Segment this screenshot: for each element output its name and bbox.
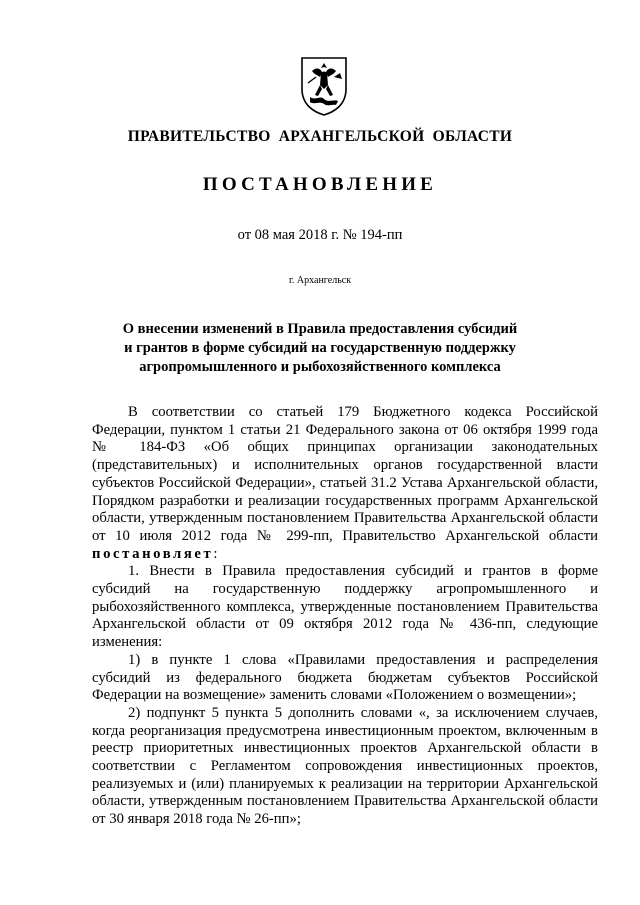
subitem-paragraph: 2) подпункт 5 пункта 5 дополнить словами «, за исключением случаев, когда реорганизация предусмотрена инвестиционным проектом, включенным в реестр приоритетных инвестиционных проектов Архангельской области в соответствии с Регламентом сопровождения инвестиционных проектов, реализуемых и (или) планируемых к реализации на территории Архангельской области, утвержденным постановлением Правительства Архангельской области от 30 января 2018 года № 26-пп»;	[92, 704, 598, 828]
document-type: ПОСТАНОВЛЕНИЕ	[202, 174, 438, 195]
subject-line: агропромышленного и рыбохозяйственного комплекса	[139, 359, 501, 375]
document-city: г. Архангельск	[288, 275, 352, 286]
decree-word: постановляет	[92, 545, 214, 562]
preamble-text: В соответствии со статьей 179 Бюджетного кодекса Российской Федерации, пунктом 1 статьи 21 Федерального закона от 06 октября 1999 года № 184-ФЗ «Об общих принципах организации законодательных (представительных) и исполнительных органов государственной власти субъектов Российской Федерации», статьей 31.2 Устава Архангельской области, Порядком разработки и реализации государственных программ Архангельской области, утвержденным постановлением Правительства Архангельской области от 10 июля 2012 года № 299-пп, Правительство Архангельской области	[92, 404, 598, 544]
subject-line: и грантов в форме субсидий на государственную поддержку	[124, 340, 516, 356]
document-body	[92, 404, 598, 829]
coat-of-arms-icon	[298, 55, 350, 117]
subitem-paragraph: 1) в пункте 1 слова «Правилами предоставления и распределения субсидий из федерального бюджета бюджетам субъектов Российской Федерации на возмещение» заменить словами «Положением о возмещении»;	[92, 651, 598, 704]
government-name: ПРАВИТЕЛЬСТВО АРХАНГЕЛЬСКОЙ ОБЛАСТИ	[127, 128, 513, 145]
document-date-number: от 08 мая 2018 г. № 194-пп	[237, 227, 403, 243]
subject-line: О внесении изменений в Правила предоставления субсидий	[122, 321, 518, 337]
document-subject	[110, 320, 530, 377]
item-paragraph: 1. Внести в Правила предоставления субсидий и грантов в форме субсидий на государственную поддержку агропромышленного и рыбохозяйственного комплекса, утвержденные постановлением Правительства Архангельской области от 09 октября 2012 года № 436-пп, следующие изменения:	[92, 563, 598, 651]
decree-punctuation: :	[213, 545, 218, 562]
preamble-paragraph	[92, 404, 598, 563]
